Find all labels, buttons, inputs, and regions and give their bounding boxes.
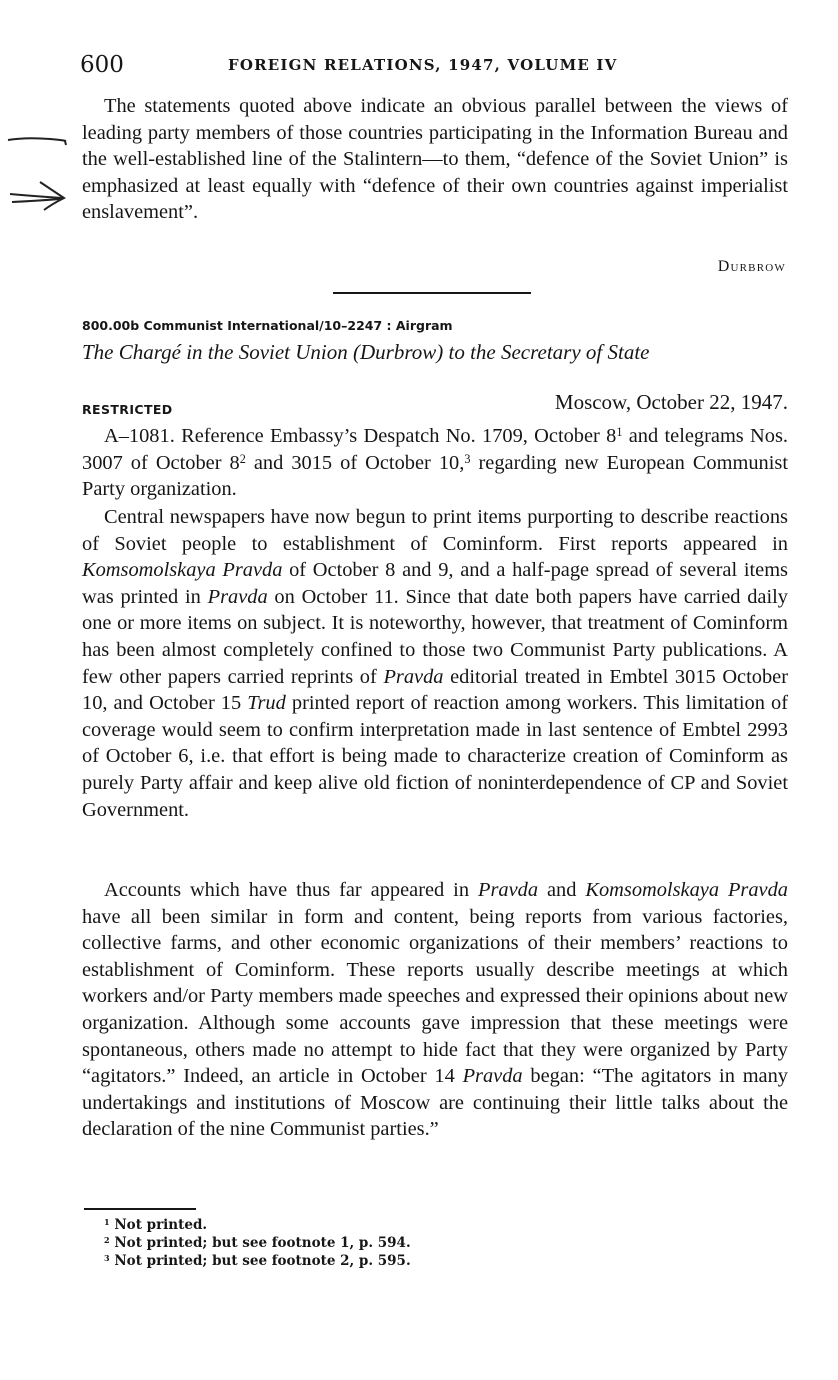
body-paragraph-3: Accounts which have thus far appeared in Pravda and Komsomolskaya Pravda have all been similar in form and content, being reports from various factories, collective farms, and other economic organizations of their members’ reactions to establishment of Cominform. These reports usually describe meetings at which workers and/or Party members made speeches and expressed their opinions about new organization. Although some accounts gave impression that these meetings were spontaneous, others made no attempt to hide fact that they were organized by Party “agitators.” Indeed, an article in October 14 Pravda began: “The agitators in many undertakings and institutions of Moscow are continuing their little talks about the declaration of the nine Communist parties.” <box>82 879 788 1141</box>
footnote-1: $^1$ Not printed. <box>104 1216 208 1233</box>
footnote-3: $^3$ Not printed; but see footnote 2, p. 595. <box>104 1252 411 1269</box>
intro-paragraph: The statements quoted above indicate an obvious parallel between the views of leading party members of those countries participating in the Information Bureau and the well-established line of the Stalintern—to them, “defence of the Soviet Union” is emphasized at least equally with “defence of their own countries against imperialist enslavement”. <box>82 95 788 224</box>
footnote-2: $^2$ Not printed; but see footnote 1, p. 594. <box>104 1234 411 1251</box>
running-title: FOREIGN RELATIONS, 1947, VOLUME IV <box>228 56 618 74</box>
signature: Durbrow <box>717 258 786 275</box>
footnotes <box>104 1216 411 1270</box>
body-paragraph-2: Central newspapers have now begun to print items purporting to describe reactions of Soviet people to establishment of Cominform. First reports appeared in Komsomolskaya Pravda of October 8 and 9, and a half-page spread of several items was printed in Pravda on October 11. Since that date both papers have carried daily one or more items on subject. It is noteworthy, however, that treatment of Cominform has been almost completely confined to those two Communist Party publications. A few other papers carried reprints of Pravda editorial treated in Embtel 3015 October 10, and October 15 Trud printed report of reaction among workers. This limitation of coverage would seem to confirm interpretation made in last sentence of Embtel 2993 of October 6, i.e. that effort is being made to characterize creation of Cominform as purely Party affair and keep alive old fiction of noninterdependence of CP and Soviet Government. <box>82 506 789 821</box>
document-title: The Chargé in the Soviet Union (Durbrow) to the Secretary of State <box>82 340 650 364</box>
footnote-ref-1: 1 <box>616 424 623 439</box>
dateline: Moscow, October 22, 1947. <box>554 390 788 414</box>
footnote-ref-3: 3 <box>464 451 471 466</box>
file-reference: 800.00b Communist International/10–2247 : Airgram <box>82 318 453 333</box>
footnote-ref-2: 2 <box>239 451 246 466</box>
page-header <box>80 52 786 84</box>
margin-line-mark <box>6 132 68 146</box>
section-divider <box>333 292 531 294</box>
page-number: 600 <box>80 52 124 78</box>
classification-label: RESTRICTED <box>82 402 173 417</box>
margin-arrow-mark <box>8 178 66 212</box>
body-paragraph-1: A–1081. Reference Embassy’s Despatch No. 1709, October $8^1$ and telegrams Nos. 3007 of October $8^2$ and 3015 of October 10,$^3$ regarding new European Communist Party organization. <box>82 424 788 501</box>
footnote-divider <box>84 1208 196 1210</box>
